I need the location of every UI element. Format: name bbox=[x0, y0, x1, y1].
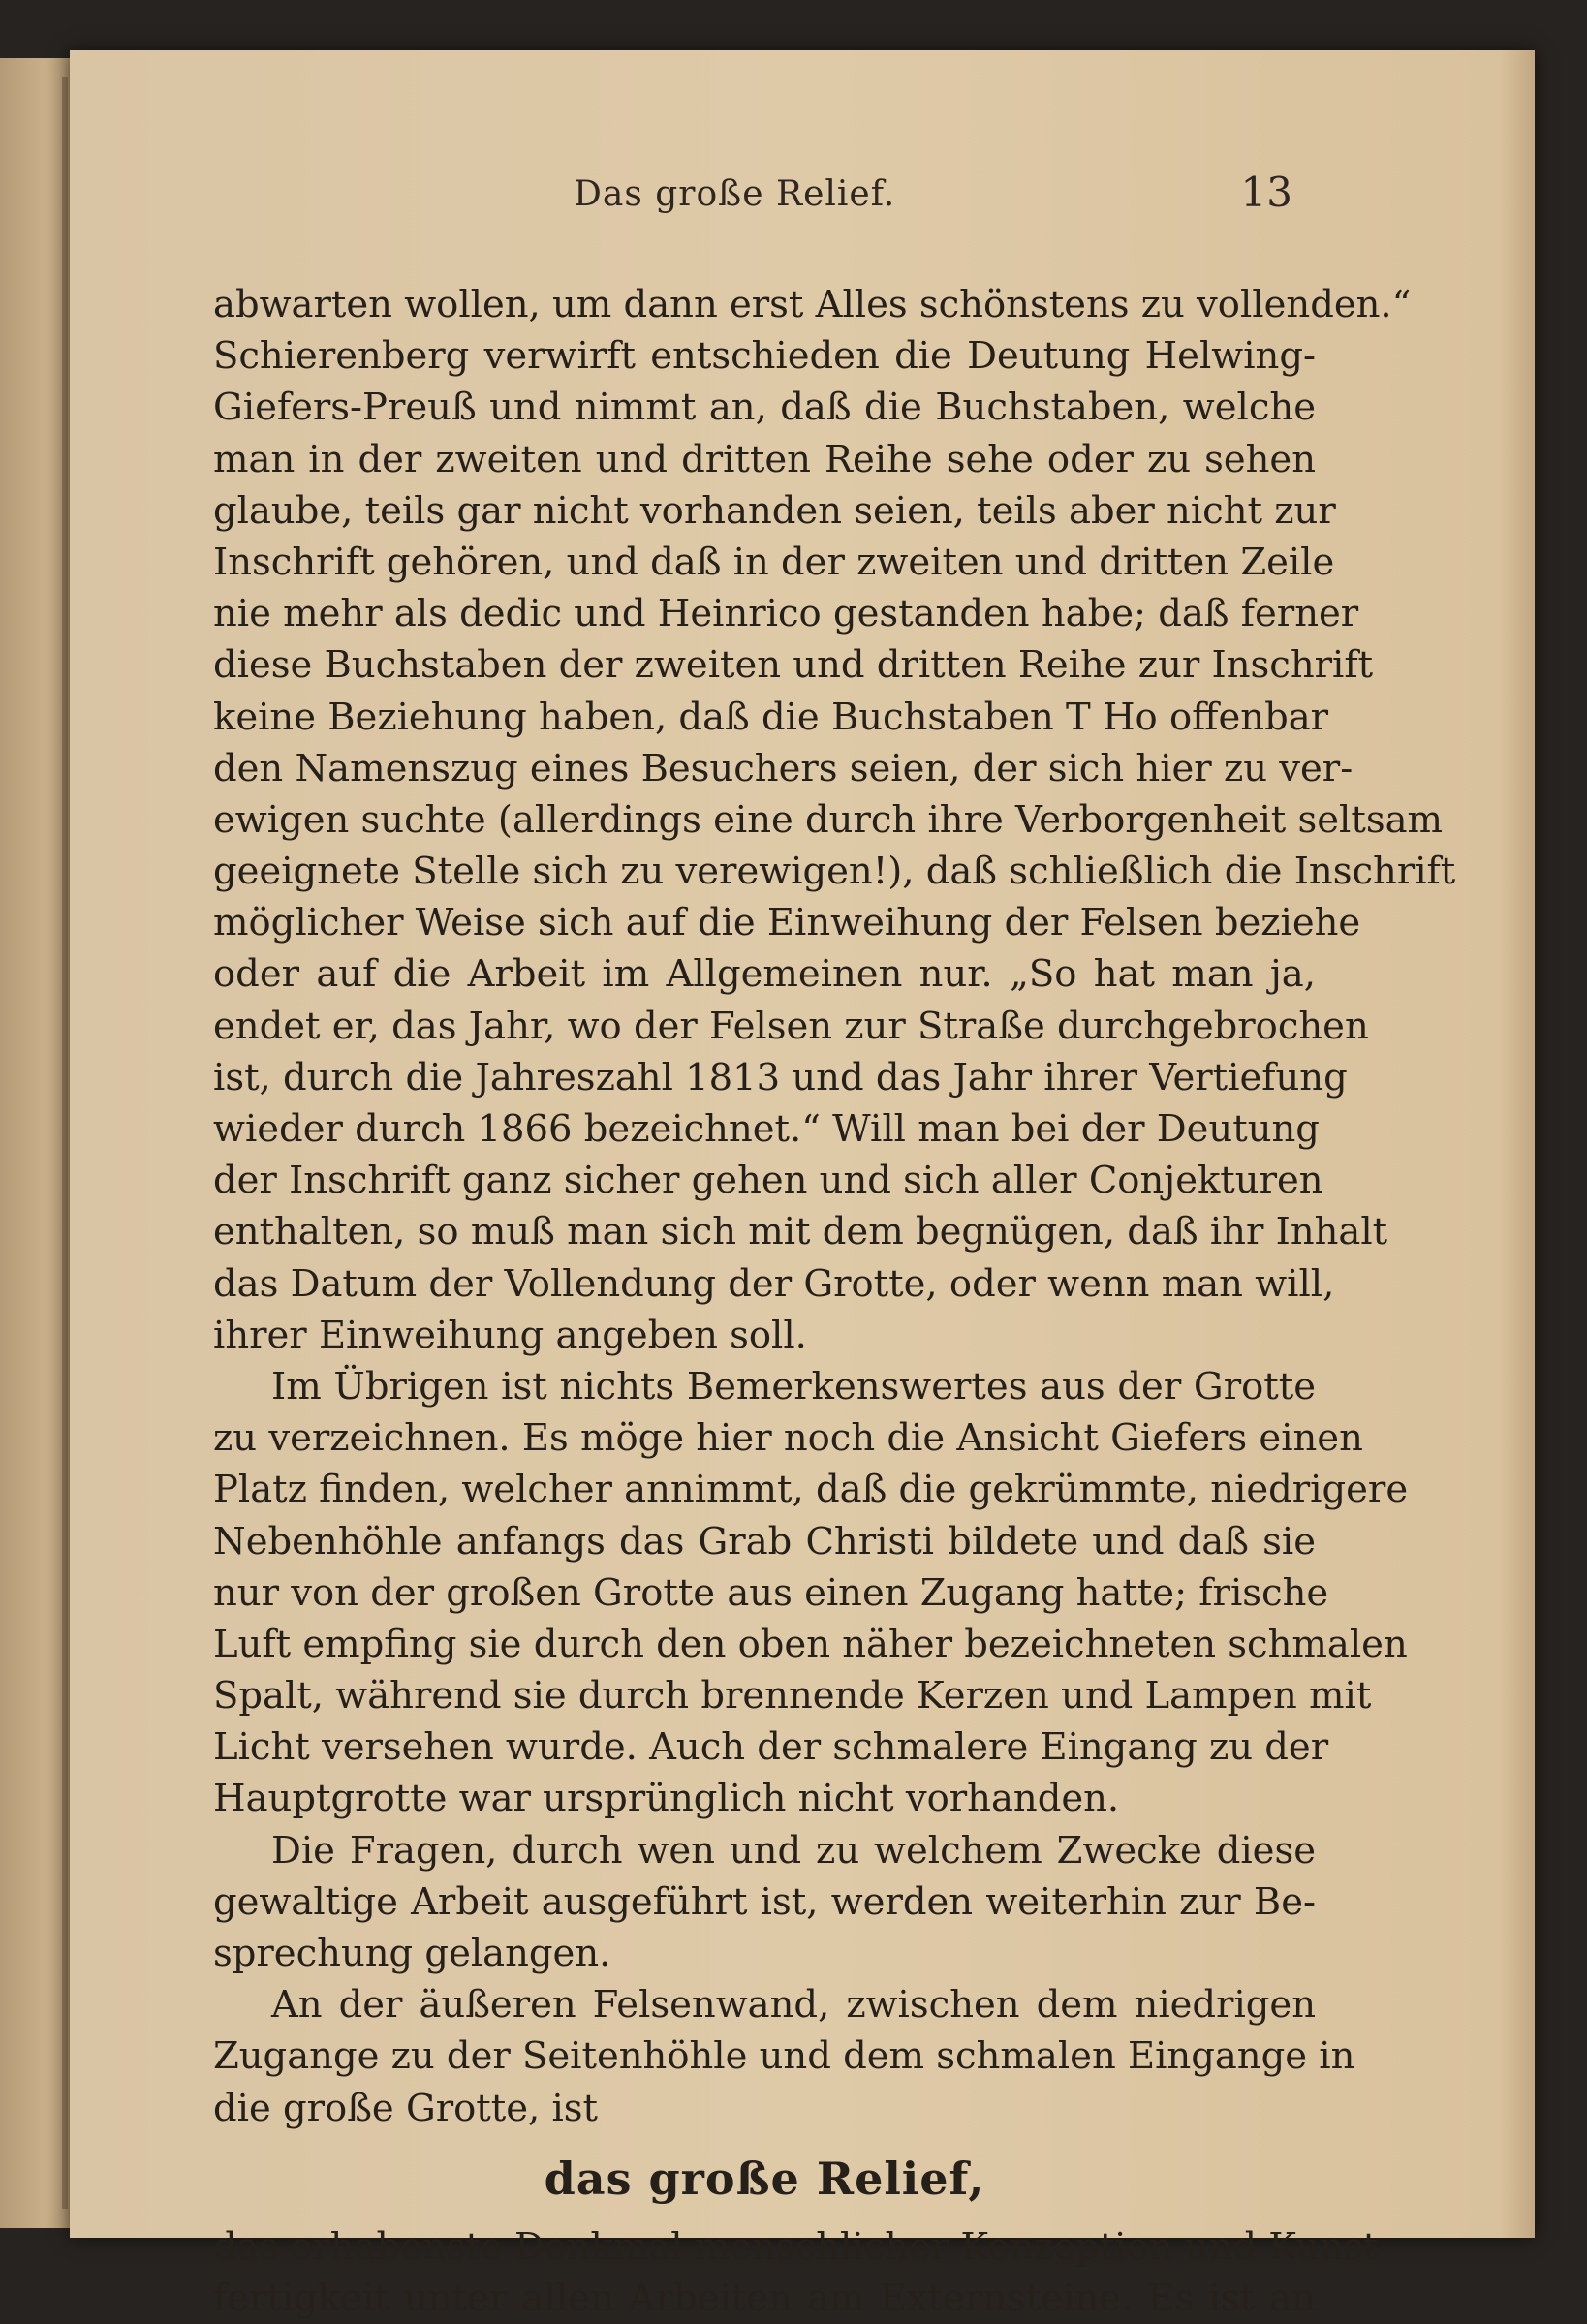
text-line: Luft empfing sie durch den oben näher bezeichneten schmalen bbox=[213, 1622, 1408, 1666]
section-heading: das große Relief, bbox=[544, 2152, 985, 2205]
book-page bbox=[70, 50, 1535, 2320]
text-line: Platz finden, welcher annimmt, daß die gekrümmte, niedrigere bbox=[213, 1468, 1409, 1512]
text-line: ewigen suchte (allerdings eine durch ihre Verborgenheit seltsam bbox=[213, 797, 1444, 842]
text-line: Inschrift gehören, und daß in der zweiten und dritten Zeile bbox=[213, 540, 1335, 584]
text-line: diese Buchstaben der zweiten und dritten Reihe zur Inschrift bbox=[213, 643, 1374, 688]
text-line: die große Grotte, ist bbox=[213, 2086, 599, 2130]
text-line: wieder durch 1866 bezeichnet.“ Will man bei der Deutung bbox=[213, 1107, 1320, 1151]
text-line: den Namenszug eines Besuchers seien, der sich hier zu ver- bbox=[213, 746, 1354, 790]
text-line: ihrer Einweihung angeben soll. bbox=[213, 1313, 807, 1357]
text-line: das Datum der Vollendung der Grotte, oder wenn man will, bbox=[213, 1261, 1335, 1306]
text-line: geeignete Stelle sich zu verewigen!), daß schließlich die Inschrift bbox=[213, 850, 1456, 894]
body-text bbox=[213, 279, 1456, 2324]
page-number: 13 bbox=[1240, 169, 1292, 216]
text-line: man in der zweiten und dritten Reihe sehe oder zu sehen bbox=[213, 437, 1316, 481]
text-line: Die Fragen, durch wen und zu welchem Zwecke diese bbox=[271, 1828, 1316, 1873]
running-head bbox=[70, 169, 1535, 232]
text-line: abwarten wollen, um dann erst Alles schönstens zu vollenden.“ bbox=[213, 283, 1412, 326]
text-line: Zugange zu der Seitenhöhle und dem schmalen Eingange in bbox=[213, 2034, 1355, 2079]
text-line: fertigkeit unter allen Arbeiten am Externsteine. Es ist an bbox=[213, 2276, 1316, 2320]
text-line: sprechung gelangen. bbox=[213, 1932, 611, 1975]
text-line: nur von der großen Grotte aus einen Zugang hatte; frische bbox=[213, 1570, 1329, 1615]
text-line: Giefers-Preuß und nimmt an, daß die Buchstaben, welche bbox=[213, 386, 1316, 430]
text-line: Licht versehen wurde. Auch der schmalere Eingang zu der bbox=[213, 1725, 1329, 1770]
text-line: nie mehr als dedic und Heinrico gestanden habe; daß ferner bbox=[213, 592, 1359, 636]
text-line: glaube, teils gar nicht vorhanden seien, teils aber nicht zur bbox=[213, 488, 1336, 533]
text-line: Im Übrigen ist nichts Bemerkenswertes aus der Grotte bbox=[271, 1364, 1316, 1409]
text-line: oder auf die Arbeit im Allgemeinen nur. „So hat man ja, bbox=[213, 952, 1316, 997]
text-line: endet er, das Jahr, wo der Felsen zur Straße durchgebrochen bbox=[213, 1004, 1369, 1048]
running-head-title: Das große Relief. bbox=[574, 174, 896, 214]
text-line: Nebenhöhle anfangs das Grab Christi bildete und daß sie bbox=[213, 1519, 1316, 1564]
text-line: das erhabenste Denkmal menschlicher Konzeption und Kunst- bbox=[213, 2224, 1391, 2269]
text-line: ist, durch die Jahreszahl 1813 und das Jahr ihrer Vertiefung bbox=[213, 1055, 1348, 1100]
text-line: der Inschrift ganz sicher gehen und sich aller Conjekturen bbox=[213, 1159, 1323, 1203]
text-line: An der äußeren Felsenwand, zwischen dem niedrigen bbox=[271, 1983, 1316, 2028]
text-line: enthalten, so muß man sich mit dem begnügen, daß ihr Inhalt bbox=[213, 1210, 1388, 1255]
text-line: Schierenberg verwirft entschieden die Deutung Helwing- bbox=[213, 334, 1316, 379]
text-line: keine Beziehung haben, daß die Buchstaben T Ho offenbar bbox=[213, 695, 1329, 739]
text-line: Spalt, während sie durch brennende Kerzen und Lampen mit bbox=[213, 1674, 1372, 1719]
text-line: zu verzeichnen. Es möge hier noch die Ansicht Giefers einen bbox=[213, 1416, 1363, 1461]
book-gutter bbox=[62, 77, 68, 2209]
text-line: Hauptgrotte war ursprünglich nicht vorhanden. bbox=[213, 1777, 1120, 1821]
text-line: gewaltige Arbeit ausgeführt ist, werden weiterhin zur Be- bbox=[213, 1879, 1316, 1924]
text-line: möglicher Weise sich auf die Einweihung der Felsen beziehe bbox=[213, 901, 1361, 945]
